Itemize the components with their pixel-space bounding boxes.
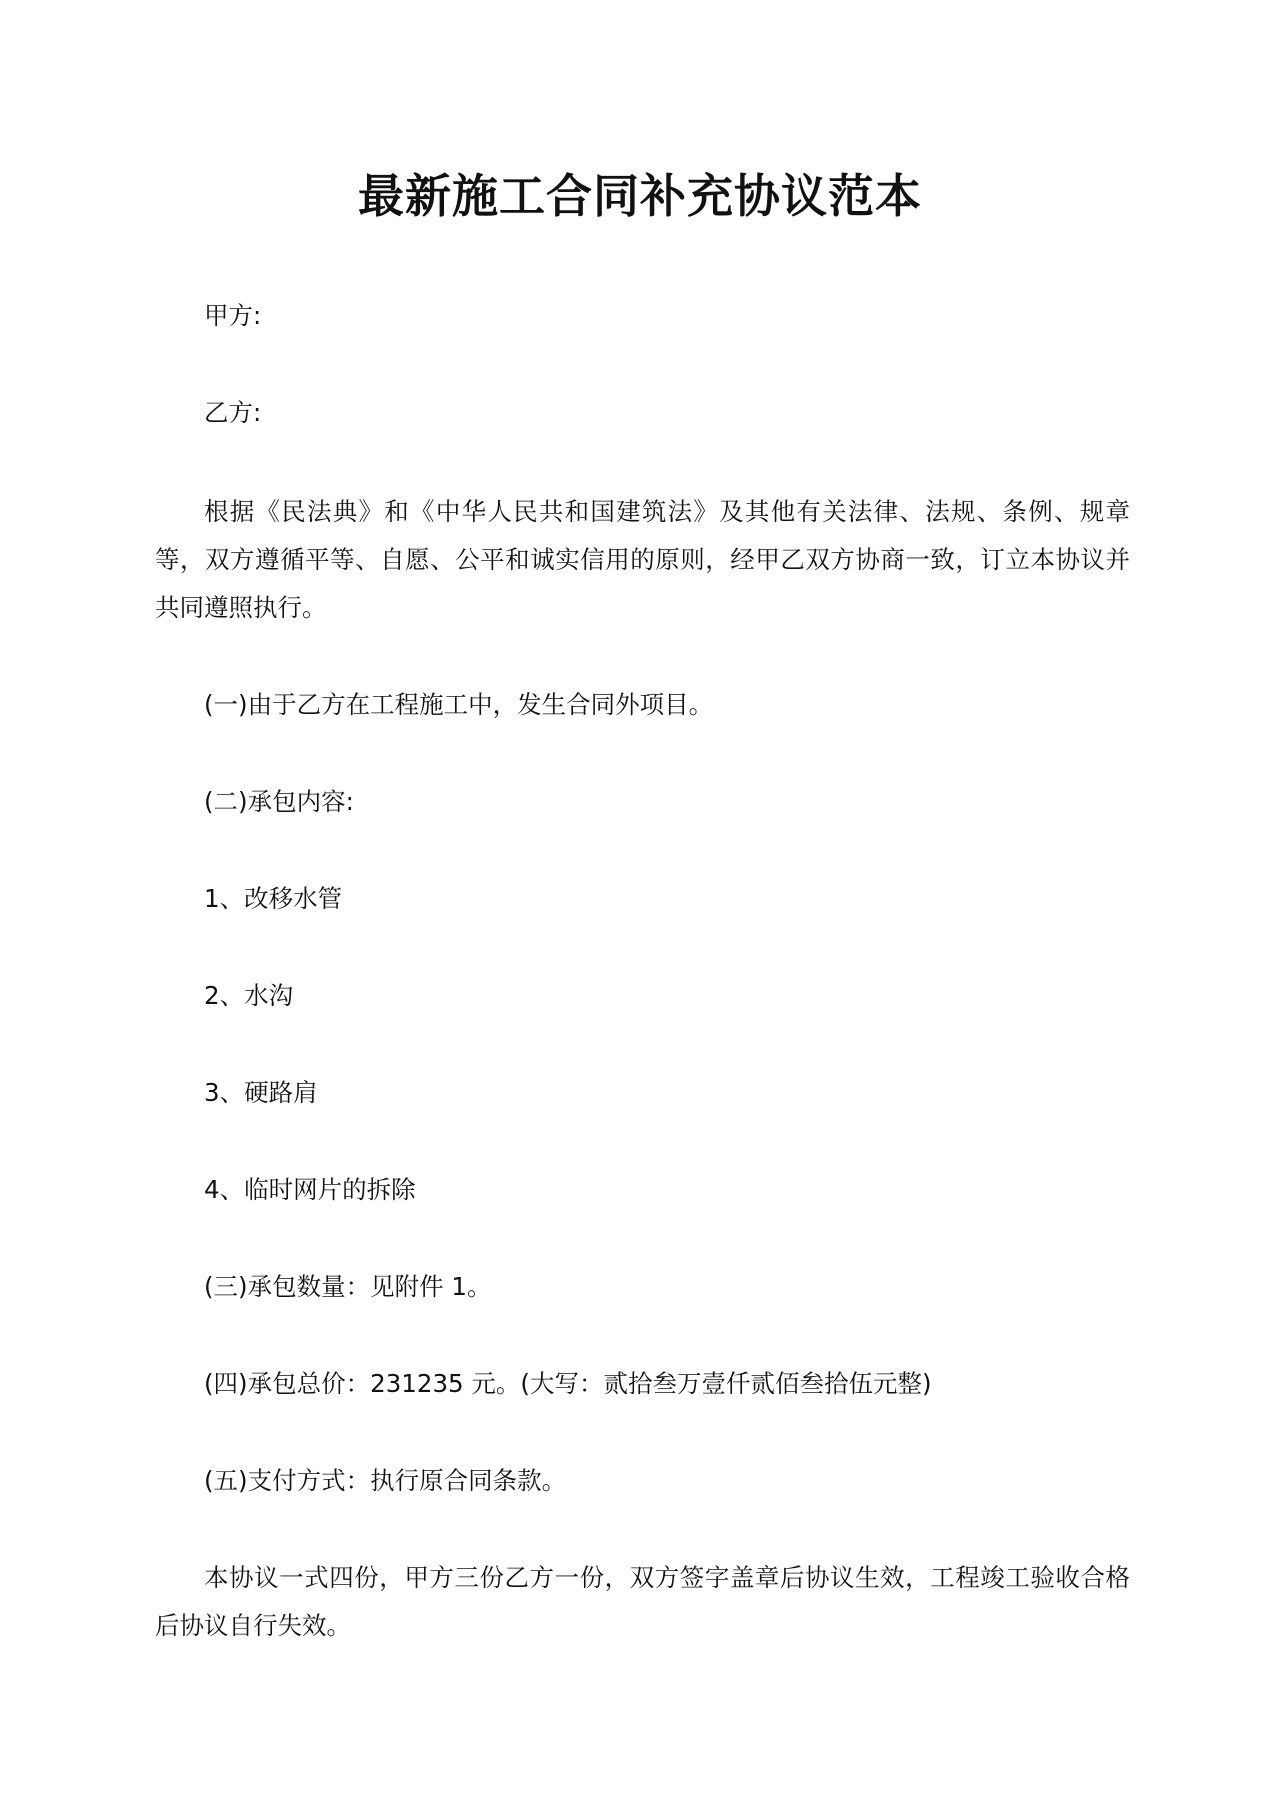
clause-5: (五)支付方式：执行原合同条款。 (204, 1466, 567, 1495)
list-item: 1、改移水管 (204, 884, 343, 913)
clause-4: (四)承包总价：231235 元。(大写：贰拾叁万壹仟贰佰叁拾伍元整) (204, 1369, 932, 1398)
clause-2: (二)承包内容: (204, 787, 354, 816)
list-item: 2、水沟 (204, 981, 294, 1010)
list-item: 3、硬路肩 (204, 1078, 318, 1107)
list-item: 4、临时网片的拆除 (204, 1175, 416, 1204)
party-a-label: 甲方: (204, 301, 262, 330)
clause-3: (三)承包数量：见附件 1。 (204, 1272, 492, 1301)
closing-paragraph: 本协议一式四份，甲方三份乙方一份，双方签字盖章后协议生效，工程竣工验收合格后协议自行失效。 (155, 1563, 1130, 1640)
document-title: 最新施工合同补充协议范本 (358, 169, 922, 223)
clause-1: (一)由于乙方在工程施工中，发生合同外项目。 (204, 690, 714, 719)
preamble-paragraph: 根据《民法典》和《中华人民共和国建筑法》及其他有关法律、法规、条例、规章等，双方遵循平等、自愿、公平和诚实信用的原则，经甲乙双方协商一致，订立本协议并共同遵照执行。 (155, 497, 1130, 622)
party-b-label: 乙方: (204, 398, 262, 427)
